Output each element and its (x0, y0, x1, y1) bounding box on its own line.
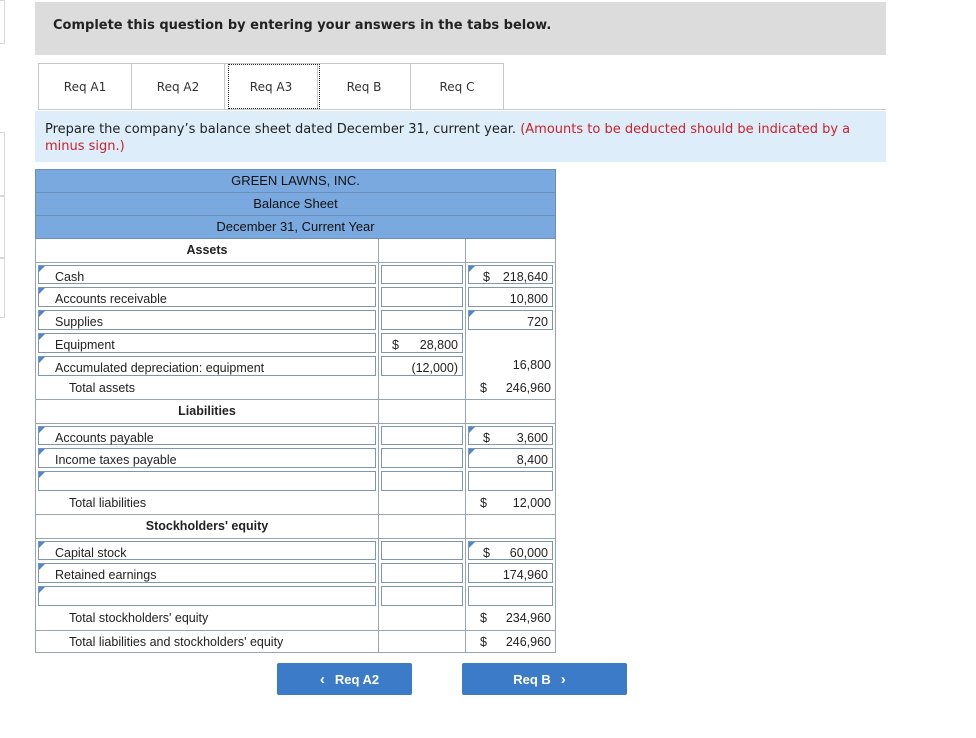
tab-req-b[interactable]: Req B (317, 63, 411, 109)
supplies-amount-input[interactable]: 720 (468, 310, 553, 330)
total-equity-label: Total stockholders' equity (69, 611, 209, 625)
ap-col2-input[interactable] (381, 426, 463, 445)
assets-heading-row (35, 239, 556, 262)
equity-heading: Stockholders' equity (145, 519, 269, 533)
equipment-label-input[interactable]: Equipment (38, 333, 376, 353)
prev-req-a2-button[interactable]: ‹ Req A2 (277, 663, 412, 695)
instruction-text (45, 121, 865, 155)
retained-earnings-col2-input[interactable] (381, 563, 463, 583)
table-row (35, 446, 556, 469)
dropdown-marker-icon (39, 564, 45, 570)
table-row (35, 538, 556, 561)
dropdown-marker-icon (39, 587, 45, 593)
total-equity-value: 234,960 (505, 611, 551, 625)
total-assets-label: Total assets (69, 381, 136, 395)
liabilities-heading: Liabilities (178, 404, 236, 418)
total-liab-equity-label: Total liabilities and stockholders' equity (69, 635, 284, 649)
liabilities-heading-row (35, 400, 556, 423)
instruction-note: (Amounts to be deducted should be indicated by a minus sign.) (45, 122, 851, 154)
capital-stock-label-input[interactable]: Capital stock (38, 541, 376, 560)
table-row (35, 469, 556, 492)
liability-blank-col2-input[interactable] (381, 471, 463, 491)
table-row (35, 262, 556, 285)
table-row (35, 584, 556, 607)
table-row (35, 561, 556, 584)
liability-blank-label-input[interactable] (38, 471, 376, 491)
cash-label-input[interactable]: Cash (38, 265, 376, 284)
capital-stock-amount-input[interactable]: $ 60,000 (468, 541, 553, 560)
tab-divider (38, 109, 886, 110)
total-assets-value: 246,960 (505, 381, 551, 395)
dropdown-marker-icon (39, 334, 45, 340)
tab-req-a2[interactable]: Req A2 (131, 63, 225, 109)
statement-title: Balance Sheet (35, 192, 556, 215)
cash-amount-input[interactable]: $ 218,640 (468, 265, 553, 284)
itp-col2-input[interactable] (381, 448, 463, 468)
equipment-net-value: 16,800 (512, 358, 551, 372)
dropdown-marker-icon (469, 542, 475, 548)
tab-bar (38, 63, 503, 110)
equity-blank-label-input[interactable] (38, 586, 376, 606)
dropdown-marker-icon (39, 266, 45, 272)
dropdown-marker-icon (39, 472, 45, 478)
capital-stock-col2-input[interactable] (381, 541, 463, 560)
dropdown-marker-icon (39, 542, 45, 548)
table-row (35, 423, 556, 446)
dropdown-marker-icon (39, 311, 45, 317)
itp-amount-input[interactable]: 8,400 (468, 448, 553, 468)
ap-label-input[interactable]: Accounts payable (38, 426, 376, 445)
equipment-amount-input[interactable]: $ 28,800 (381, 333, 463, 353)
balance-sheet (35, 169, 556, 653)
ar-col2-input[interactable] (381, 287, 463, 307)
left-edge-panel (0, 0, 5, 44)
liability-blank-amount-input[interactable] (468, 471, 553, 491)
dropdown-marker-icon (39, 427, 45, 433)
accum-dep-amount-input[interactable]: (12,000) (381, 356, 463, 376)
total-equity-row: Total stockholders' equity $ 234,960 (35, 607, 556, 630)
table-row (35, 354, 556, 377)
tab-req-c[interactable]: Req C (410, 63, 504, 109)
retained-earnings-amount-input[interactable]: 174,960 (468, 563, 553, 583)
company-name: GREEN LAWNS, INC. (35, 169, 556, 192)
chevron-right-icon: › (560, 670, 566, 688)
equity-blank-col2-input[interactable] (381, 586, 463, 606)
accum-dep-label-input[interactable]: Accumulated depreciation: equipment (38, 356, 376, 376)
supplies-label-input[interactable]: Supplies (38, 310, 376, 330)
next-req-b-button[interactable]: Req B › (462, 663, 627, 695)
left-edge-panel (0, 196, 5, 258)
header-title: Complete this question by entering your answers in the tabs below. (53, 18, 552, 33)
left-edge-panel (0, 258, 5, 318)
dropdown-marker-icon (469, 266, 475, 272)
dropdown-marker-icon (469, 311, 475, 317)
dropdown-marker-icon (39, 449, 45, 455)
total-assets-row: Total assets $ 246,960 (35, 377, 556, 400)
ar-label-input[interactable]: Accounts receivable (38, 287, 376, 307)
total-liabilities-label: Total liabilities (69, 496, 147, 510)
dropdown-marker-icon (469, 427, 475, 433)
retained-earnings-label-input[interactable]: Retained earnings (38, 563, 376, 583)
chevron-left-icon: ‹ (319, 670, 325, 688)
equity-blank-amount-input[interactable] (468, 586, 553, 606)
cash-col2-input[interactable] (381, 265, 463, 284)
total-liabilities-value: 12,000 (512, 496, 551, 510)
tab-req-a3[interactable]: Req A3 (224, 63, 318, 109)
dropdown-marker-icon (39, 288, 45, 294)
statement-date: December 31, Current Year (35, 215, 556, 239)
assets-heading: Assets (186, 243, 228, 257)
dropdown-marker-icon (469, 449, 475, 455)
total-liabilities-row: Total liabilities $ 12,000 (35, 492, 556, 515)
equity-heading-row (35, 515, 556, 538)
total-liab-equity-row: Total liabilities and stockholders' equity $ 246,960 (35, 630, 556, 653)
ar-amount-input[interactable]: 10,800 (468, 287, 553, 307)
dropdown-marker-icon (39, 357, 45, 363)
itp-label-input[interactable]: Income taxes payable (38, 448, 376, 468)
supplies-col2-input[interactable] (381, 310, 463, 330)
instruction-main: Prepare the company’s balance sheet dated December 31, current year. (45, 122, 517, 137)
question-header (35, 2, 886, 55)
table-row (35, 285, 556, 308)
left-edge-panel (0, 132, 5, 196)
total-liab-equity-value: 246,960 (505, 635, 551, 649)
instruction-box (35, 111, 886, 162)
table-row (35, 331, 556, 354)
ap-amount-input[interactable]: $ 3,600 (468, 426, 553, 445)
tab-req-a1[interactable]: Req A1 (38, 63, 132, 109)
table-row (35, 308, 556, 331)
